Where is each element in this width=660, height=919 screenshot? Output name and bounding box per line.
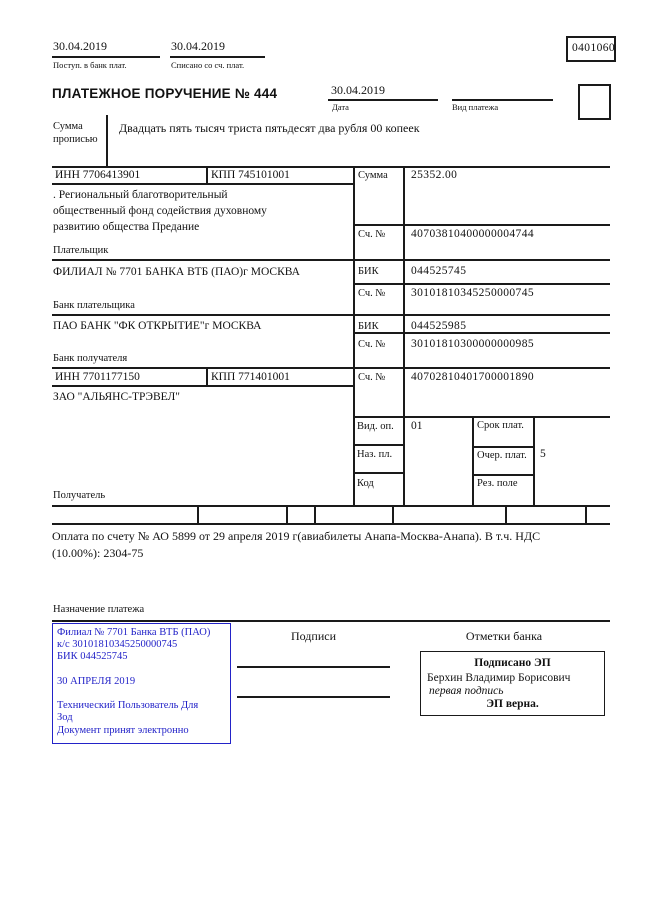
rule-label-col-right xyxy=(403,166,405,505)
payer-name-line-1: . Региональный благотворительный xyxy=(53,189,228,201)
rule-signature-2 xyxy=(237,696,390,698)
bank-stamp-line-8: Зод xyxy=(57,712,73,724)
payee-name: ЗАО "АЛЬЯНС-ТРЭВЕЛ" xyxy=(53,391,180,403)
payer-caption: Плательщик xyxy=(53,245,109,256)
payer-bank-account: 30101810345250000745 xyxy=(411,287,534,299)
payment-type-label: Вид платежа xyxy=(452,102,499,112)
rule-payee-inn-bottom xyxy=(52,385,353,387)
bank-stamp-box xyxy=(52,623,231,744)
bank-stamp-line-5: 30 АПРЕЛЯ 2019 xyxy=(57,675,136,687)
payee-kpp: КПП 771401001 xyxy=(211,371,290,383)
rule-taxrow-bottom xyxy=(52,523,610,525)
payee-bank-bik: 044525985 xyxy=(411,320,467,332)
debited-date: 30.04.2019 xyxy=(171,39,225,53)
rule-op-row2 xyxy=(353,472,405,474)
rule-debited-underline xyxy=(170,56,265,58)
rule-taxrow-v1 xyxy=(197,505,199,523)
rule-taxrow-v6 xyxy=(585,505,587,523)
payer-account: 40703810400000004744 xyxy=(411,228,534,240)
payer-bank-account-label: Сч. № xyxy=(358,288,386,299)
rule-sum-account-divider xyxy=(353,224,610,226)
rule-op-row1 xyxy=(353,444,405,446)
rule-payee-inn-kpp-divider xyxy=(206,367,208,385)
purpose-caption: Назначение платежа xyxy=(53,604,145,615)
rule-term-col-left xyxy=(472,416,474,505)
bank-stamp-line-4 xyxy=(57,664,230,676)
payee-bank-name: ПАО БАНК "ФК ОТКРЫТИЕ"г МОСКВА xyxy=(53,320,262,332)
rule-term-row2 xyxy=(472,474,533,476)
reserve-field-label: Рез. поле xyxy=(477,478,518,489)
rule-term-col-right xyxy=(533,416,535,505)
payment-type-box xyxy=(578,84,611,120)
op-type-value: 01 xyxy=(411,420,423,432)
payee-bank-caption: Банк получателя xyxy=(53,353,128,364)
rule-payeebank-bik-bottom xyxy=(353,332,610,334)
esign-note: первая подпись xyxy=(429,685,504,697)
document-date: 30.04.2019 xyxy=(331,83,385,97)
esign-verified: ЭП верна. xyxy=(486,698,539,710)
payee-caption: Получатель xyxy=(53,490,106,501)
rule-payeebank-bottom xyxy=(52,367,610,369)
op-type-label: Вид. оп. xyxy=(357,421,394,432)
payee-bank-account-label: Сч. № xyxy=(358,339,386,350)
rule-table-bottom xyxy=(52,505,610,507)
code-label: Код xyxy=(357,478,374,489)
bank-stamp-line-1: Филиал № 7701 Банка ВТБ (ПАО) xyxy=(57,627,211,638)
sum-value: 25352.00 xyxy=(411,169,458,181)
payee-inn: ИНН 7701177150 xyxy=(55,371,140,383)
rule-payment-type-underline xyxy=(452,99,553,101)
sum-label: Сумма xyxy=(358,170,388,181)
form-code: 0401060 xyxy=(572,42,616,54)
payer-name-line-2: общественный фонд содействия духовному xyxy=(53,205,267,217)
rule-purpose-bottom xyxy=(52,620,610,622)
bank-stamp-line-6 xyxy=(57,688,230,700)
rule-amount-words-divider xyxy=(106,115,108,166)
form-code-box xyxy=(566,36,616,62)
rule-received-underline xyxy=(52,56,160,58)
esign-name: Берхин Владимир Борисович xyxy=(427,672,571,684)
received-in-bank-label: Поступ. в банк плат. xyxy=(53,60,127,70)
esignature-box xyxy=(420,651,605,716)
bank-stamp-line-7: Технический Пользователь Для xyxy=(57,700,199,712)
rule-table-top xyxy=(52,166,610,168)
date-label: Дата xyxy=(332,102,349,112)
payer-account-label: Сч. № xyxy=(358,229,386,240)
rule-signature-1 xyxy=(237,666,390,668)
rule-payerbank-bik-bottom xyxy=(353,283,610,285)
payer-bank-bik-label: БИК xyxy=(358,266,379,277)
amount-words-label-1: Сумма xyxy=(53,121,83,132)
rule-payer-inn-bottom xyxy=(52,183,353,185)
rule-label-col-left xyxy=(353,166,355,505)
rule-date-underline xyxy=(328,99,438,101)
esign-title: Подписано ЭП xyxy=(474,657,551,669)
rule-taxrow-v5 xyxy=(505,505,507,523)
rule-taxrow-v2 xyxy=(286,505,288,523)
priority-label: Очер. плат. xyxy=(477,450,527,461)
rule-payer-inn-kpp-divider xyxy=(206,166,208,183)
page-title: ПЛАТЕЖНОЕ ПОРУЧЕНИЕ № 444 xyxy=(52,86,278,101)
rule-payerbank-bottom xyxy=(52,314,610,316)
payer-inn: ИНН 7706413901 xyxy=(55,169,141,181)
rule-payer-bottom xyxy=(52,259,610,261)
rule-op-grid-top xyxy=(353,416,610,418)
rule-taxrow-v3 xyxy=(314,505,316,523)
bank-stamp-line-2: к/с 30101810345250000745 xyxy=(57,639,178,651)
payee-account: 40702810401700001890 xyxy=(411,371,534,383)
amount-words-label-2: прописью xyxy=(53,134,98,145)
bank-stamp-line-3: БИК 044525745 xyxy=(57,651,128,663)
rule-term-row1 xyxy=(472,446,533,448)
payer-kpp: КПП 745101001 xyxy=(211,169,290,181)
payee-bank-account: 30101810300000000985 xyxy=(411,338,534,350)
priority-value: 5 xyxy=(540,448,546,460)
payee-bank-bik-label: БИК xyxy=(358,321,379,332)
signatures-label: Подписи xyxy=(290,629,337,643)
payer-bank-caption: Банк плательщика xyxy=(53,300,135,311)
payer-bank-name: ФИЛИАЛ № 7701 БАНКА ВТБ (ПАО)г МОСКВА xyxy=(53,266,300,278)
amount-words-text: Двадцать пять тысяч триста пятьдесят два рубля 00 копеек xyxy=(119,121,420,135)
purpose-code-label: Наз. пл. xyxy=(357,449,393,460)
purpose-line-2: (10.00%): 2304-75 xyxy=(52,546,144,560)
bank-stamp-line-9: Документ принят электронно xyxy=(57,724,189,736)
debited-label: Списано со сч. плат. xyxy=(171,60,245,70)
bank-marks-label: Отметки банка xyxy=(465,629,543,643)
payee-account-label: Сч. № xyxy=(358,372,386,383)
payer-name-line-3: развитию общества Предание xyxy=(53,221,200,233)
purpose-line-1: Оплата по счету № АО 5899 от 29 апреля 2019 г(авиабилеты Анапа-Москва-Анапа). В т.ч. НДС xyxy=(52,529,541,543)
received-in-bank-date: 30.04.2019 xyxy=(53,39,107,53)
pay-term-label: Срок плат. xyxy=(477,420,524,431)
rule-taxrow-v4 xyxy=(392,505,394,523)
payer-bank-bik: 044525745 xyxy=(411,265,467,277)
